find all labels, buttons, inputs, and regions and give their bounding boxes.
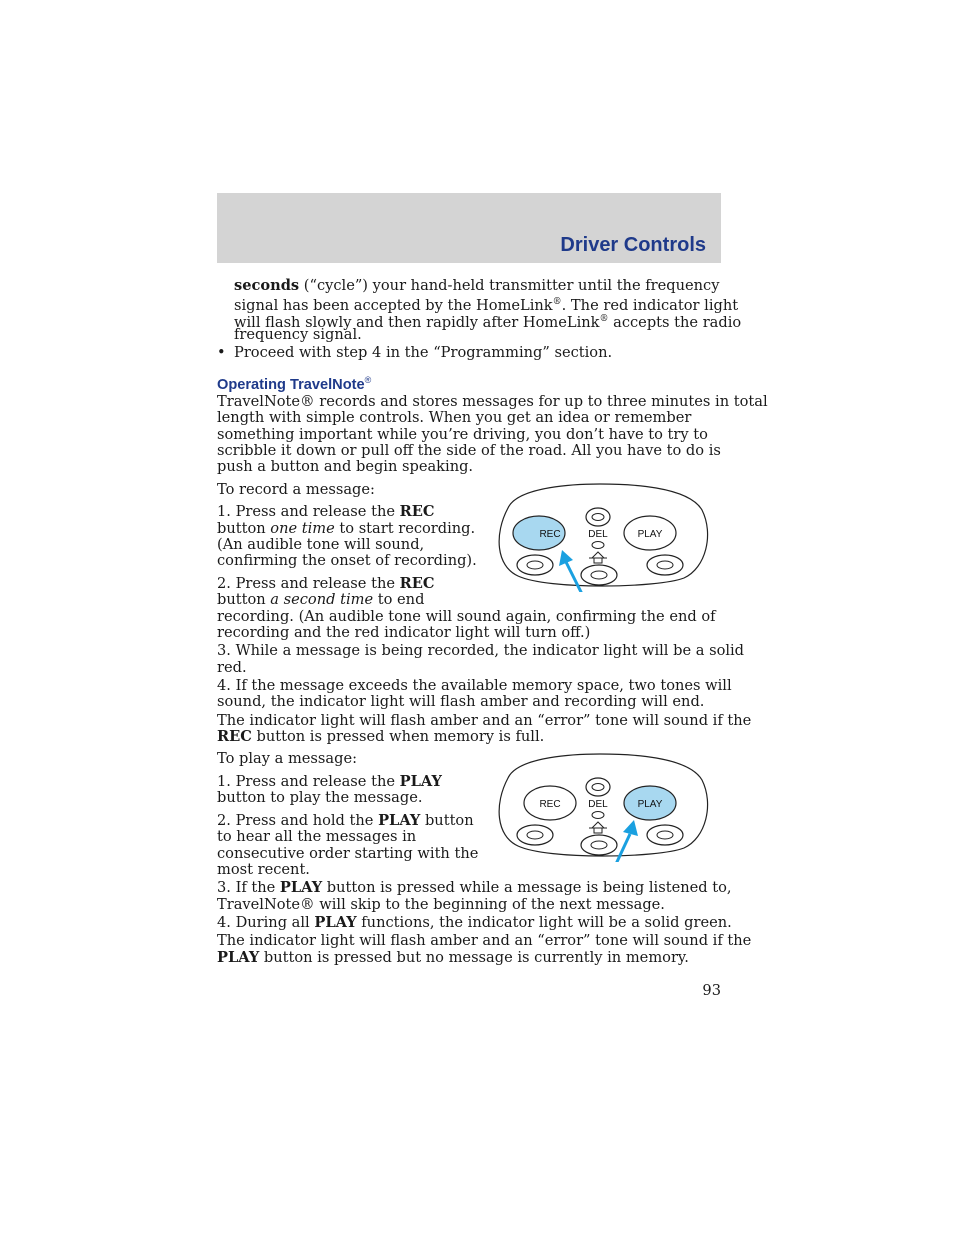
record-step1-line-1: 1. Press and release the REC [217, 503, 435, 520]
travelnote-panel-rec-illustration [488, 480, 712, 592]
record-note-line-1: The indicator light will flash amber and an “error” tone will sound if the [217, 712, 752, 729]
play-step3-line-1: 3. If the PLAY button is pressed while a message is being listened to, [217, 879, 732, 896]
home-button [581, 835, 617, 855]
play-step2-line-4: most recent. [217, 861, 310, 878]
left-button [517, 555, 553, 575]
play-step1-line-2: button to play the message. [217, 789, 423, 806]
para1-line-5: push a button and begin speaking. [217, 458, 474, 475]
left-button [517, 825, 553, 845]
record-step2-line-3: recording. (An audible tone will sound again, confirming the end of [217, 608, 716, 625]
para1-line-1: TravelNote® records and stores messages for up to three minutes in total [217, 393, 768, 410]
record-step2-line-1: 2. Press and release the REC [217, 575, 435, 592]
record-step4-line-1: 4. If the message exceeds the available memory space, two tones will [217, 677, 732, 694]
record-step3-line-1: 3. While a message is being recorded, the indicator light will be a solid [217, 642, 745, 659]
rec-label: REC [539, 529, 561, 540]
record-intro: To record a message: [217, 481, 375, 498]
del-button [586, 778, 610, 796]
play-step1-line-1: 1. Press and release the PLAY [217, 773, 442, 790]
record-step4-line-2: sound, the indicator light will flash amber and recording will end. [217, 693, 705, 710]
record-step3-line-2: red. [217, 659, 247, 676]
para1-line-3: something important while you’re driving, you don’t have to try to [217, 426, 708, 443]
page-title: Driver Controls [560, 234, 706, 256]
play-note-line-2: PLAY button is pressed but no message is currently in memory. [217, 949, 689, 966]
home-button [581, 565, 617, 585]
play-step2-line-1: 2. Press and hold the PLAY button [217, 812, 474, 829]
intro-line-3: will flash slowly and then rapidly after HomeLink® accepts the radio [234, 313, 742, 331]
play-step4-line-1: 4. During all PLAY functions, the indicator light will be a solid green. [217, 914, 732, 931]
del-label: DEL [588, 529, 608, 540]
para1-line-4: scribble it down or pull off the side of the road. All you have to do is [217, 442, 721, 459]
header-band [217, 193, 721, 263]
rec-label: REC [539, 799, 561, 810]
play-step2-line-3: consecutive order starting with the [217, 845, 479, 862]
del-button [586, 508, 610, 526]
record-note-line-2: REC button is pressed when memory is full. [217, 728, 545, 745]
play-intro: To play a message: [217, 750, 358, 767]
bullet-item [217, 344, 613, 362]
bullet-symbol: • [217, 344, 226, 361]
record-step1-line-4: confirming the onset of recording). [217, 552, 477, 569]
travelnote-panel-play-illustration [488, 750, 712, 862]
para1-line-2: length with simple controls. When you get an idea or remember [217, 409, 692, 426]
play-note-line-1: The indicator light will flash amber and an “error” tone will sound if the [217, 932, 752, 949]
right-button [647, 555, 683, 575]
record-step1-line-3: (An audible tone will sound, [217, 536, 425, 553]
section-heading: Operating TravelNote® [217, 375, 372, 393]
right-button [647, 825, 683, 845]
del-label: DEL [588, 799, 608, 810]
travelnote-panel-play [488, 750, 712, 862]
bullet-text: Proceed with step 4 in the “Programming” section. [234, 344, 613, 361]
play-step2-line-2: to hear all the messages in [217, 828, 417, 845]
intro-line-2: signal has been accepted by the HomeLink®. The red indicator light [234, 296, 739, 314]
page-number: 93 [702, 982, 721, 999]
play-step3-line-2: TravelNote® will skip to the beginning of the next message. [217, 896, 665, 913]
intro-line-1: seconds (“cycle”) your hand-held transmitter until the frequency [234, 277, 720, 294]
travelnote-panel-rec [488, 480, 712, 592]
record-step2-line-2: button a second time to end [217, 591, 425, 608]
play-label: PLAY [637, 799, 663, 810]
intro-line-4: frequency signal. [234, 326, 362, 343]
record-step1-line-2: button one time to start recording. [217, 520, 476, 537]
record-step2-line-4: recording and the red indicator light will turn off.) [217, 624, 591, 641]
play-label: PLAY [637, 529, 663, 540]
